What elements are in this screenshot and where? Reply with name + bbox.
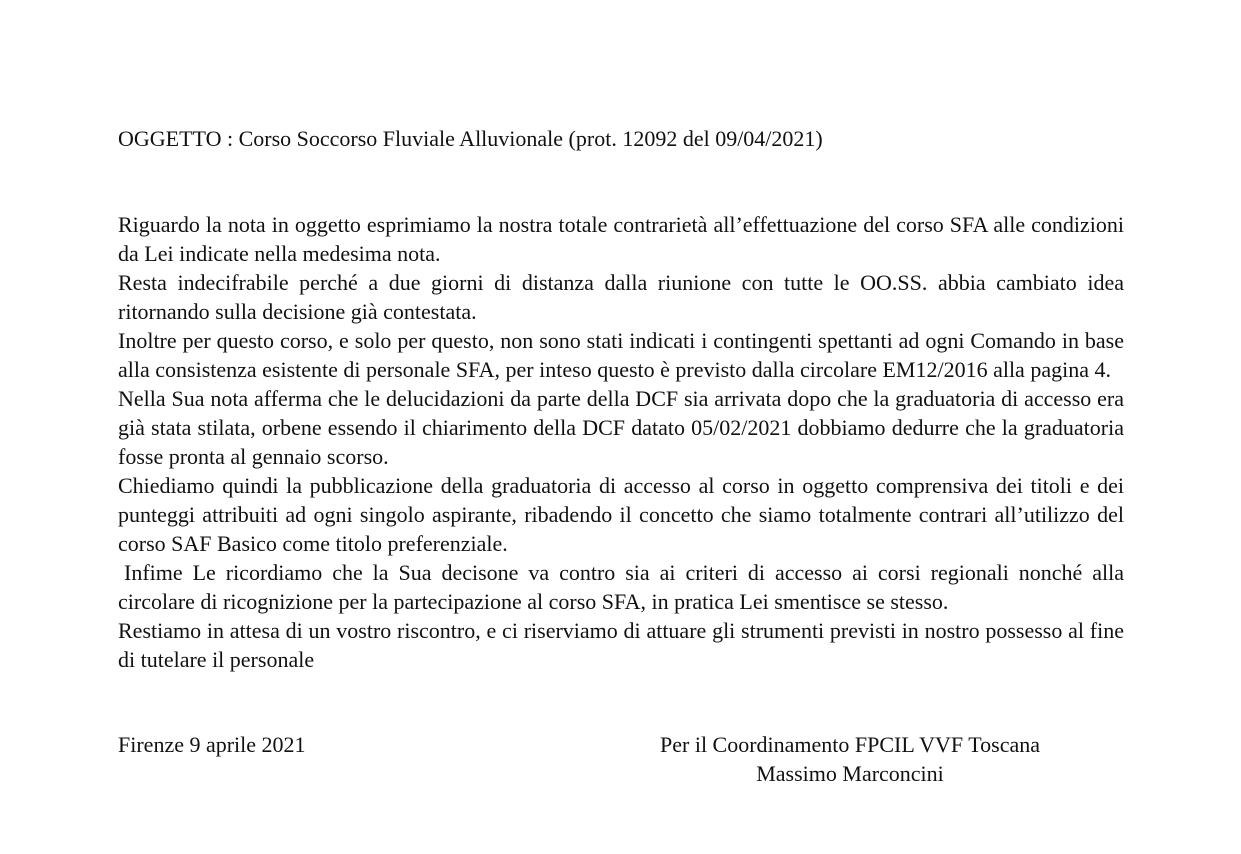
letter-body: [118, 210, 1124, 674]
letter-subject: OGGETTO : Corso Soccorso Fluviale Alluvionale (prot. 12092 del 09/04/2021): [118, 126, 823, 151]
body-paragraph-1: Riguardo la nota in oggetto esprimiamo la nostra totale contrarietà all’effettuazione del corso SFA alle condizioni da Lei indicate nella medesima nota.: [118, 212, 1124, 266]
signature-name: Massimo Marconcini: [756, 761, 944, 786]
body-paragraph-3: Inoltre per questo corso, e solo per questo, non sono stati indicati i contingenti spettanti ad ogni Comando in base alla consistenza esistente di personale SFA, per inteso questo è previsto dalla circolare EM12/2016 alla pagina 4.: [118, 328, 1124, 382]
body-paragraph-5: Chiediamo quindi la pubblicazione della graduatoria di accesso al corso in oggetto comprensiva dei titoli e dei punteggi attribuiti ad ogni singolo aspirante, ribadendo il concetto che siamo totalmente contrari all’utilizzo del corso SAF Basico come titolo preferenziale.: [118, 473, 1124, 556]
body-paragraph-4: Nella Sua nota afferma che le delucidazioni da parte della DCF sia arrivata dopo che la graduatoria di accesso era già stata stilata, orbene essendo il chiarimento della DCF datato 05/02/2021 dobbiamo dedurre che la graduatoria fosse pronta al gennaio scorso.: [118, 386, 1124, 469]
signature-block: [600, 730, 1100, 788]
body-paragraph-2: Resta indecifrabile perché a due giorni di distanza dalla riunione con tutte le OO.SS. abbia cambiato idea ritornando sulla decisione già contestata.: [118, 270, 1124, 324]
body-paragraph-7: Restiamo in attesa di un vostro riscontro, e ci riserviamo di attuare gli strumenti previsti in nostro possesso al fine di tutelare il personale: [118, 618, 1124, 672]
signature-organization: Per il Coordinamento FPCIL VVF Toscana: [660, 732, 1040, 757]
place-date: Firenze 9 aprile 2021: [118, 732, 306, 757]
body-paragraph-6: Infime Le ricordiamo che la Sua decisone va contro sia ai criteri di accesso ai corsi regionali nonché alla circolare di ricognizione per la partecipazione al corso SFA, in pratica Lei smentisce se stesso.: [118, 560, 1124, 614]
